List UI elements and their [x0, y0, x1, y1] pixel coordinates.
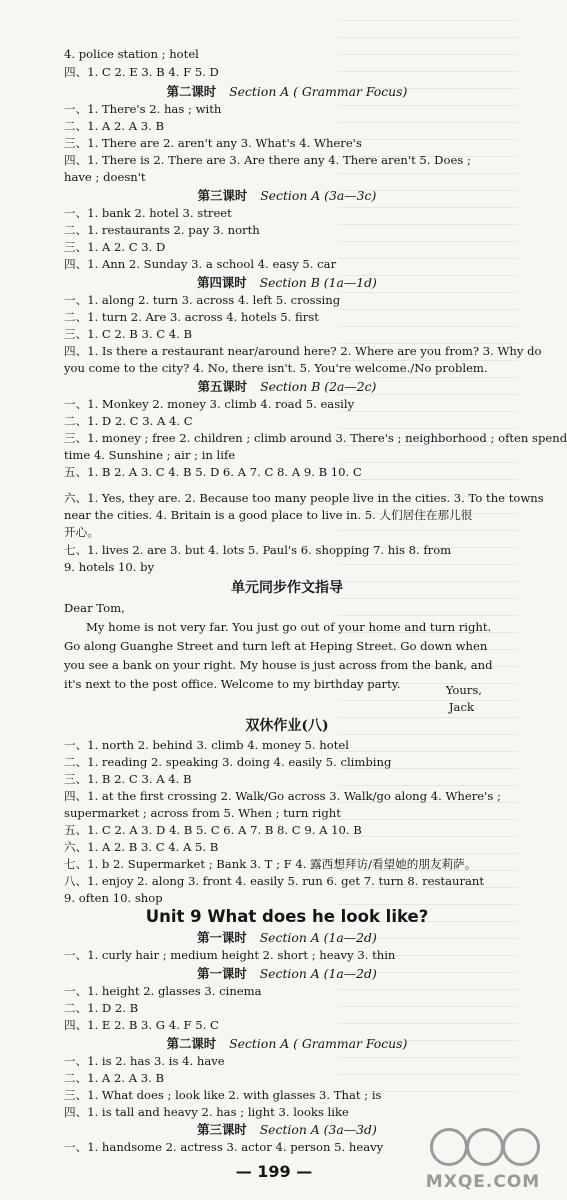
answer-line: 开心。	[64, 525, 99, 539]
section-heading: 第二课时 Section A ( Grammar Focus)	[166, 1036, 408, 1051]
answer-line: 三、1. money ; free 2. children ; climb around 3. There's ; neighborhood ; often spend	[64, 431, 567, 445]
answer-line: 一、1. north 2. behind 3. climb 4. money 5. hotel	[64, 738, 349, 752]
answer-line: 二、1. A 2. A 3. B	[64, 119, 165, 133]
answer-line: 一、1. is 2. has 3. is 4. have	[64, 1054, 225, 1068]
answer-line: 一、1. handsome 2. actress 3. actor 4. person 5. heavy	[64, 1140, 384, 1154]
answer-line: 一、1. height 2. glasses 3. cinema	[64, 984, 262, 998]
answer-line: 四、1. Ann 2. Sunday 3. a school 4. easy 5. car	[64, 257, 337, 271]
section-heading: 第三课时 Section A (3a—3d)	[197, 1122, 377, 1137]
answer-line: 四、1. at the first crossing 2. Walk/Go across 3. Walk/go along 4. Where's ;	[64, 789, 501, 803]
section-heading: 第五课时 Section B (2a—2c)	[197, 379, 377, 394]
answer-line: supermarket ; across from 5. When ; turn right	[64, 806, 341, 820]
answer-line: 二、1. turn 2. Are 3. across 4. hotels 5. first	[64, 310, 319, 324]
page-number: — 199 —	[235, 1162, 313, 1181]
answer-line: 二、1. reading 2. speaking 3. doing 4. easily 5. climbing	[64, 755, 392, 769]
section-heading: 第四课时 Section B (1a—1d)	[197, 275, 377, 290]
answer-line: 9. often 10. shop	[64, 891, 163, 905]
section-heading: 第一课时 Section A (1a—2d)	[197, 966, 377, 981]
answer-line: 二、1. D 2. B	[64, 1001, 139, 1015]
answer-line: 三、1. There are 2. aren't any 3. What's 4. Where's	[64, 136, 362, 150]
answer-line: 一、1. bank 2. hotel 3. street	[64, 206, 232, 220]
answer-line: 4. police station ; hotel	[64, 47, 199, 61]
answer-line: near the cities. 4. Britain is a good place to live in. 5. 人们居住在那儿很	[64, 508, 473, 522]
answer-line: 四、1. E 2. B 3. G 4. F 5. C	[64, 1018, 219, 1032]
answer-line: 一、1. curly hair ; medium height 2. short ; heavy 3. thin	[64, 948, 396, 962]
writing-heading: 单元同步作文指导	[231, 580, 343, 596]
answer-line: 9. hotels 10. by	[64, 560, 155, 574]
watermark-text: MXQE.COM	[425, 1172, 541, 1192]
answer-line: 四、1. There is 2. There are 3. Are there any 4. There aren't 5. Does ;	[64, 153, 471, 167]
answer-line: 二、1. A 2. A 3. B	[64, 1071, 165, 1085]
watermark-logo	[424, 1126, 542, 1192]
answer-line: 一、1. Monkey 2. money 3. climb 4. road 5. easily	[64, 397, 355, 411]
answer-line: you come to the city? 4. No, there isn't. 5. You're welcome./No problem.	[64, 361, 488, 375]
answer-line: 五、1. C 2. A 3. D 4. B 5. C 6. A 7. B 8. C 9. A 10. B	[64, 823, 362, 837]
answer-line: 五、1. B 2. A 3. C 4. B 5. D 6. A 7. C 8. A 9. B 10. C	[64, 465, 362, 479]
letter-closing: Yours,	[445, 683, 482, 697]
answer-line: 二、1. restaurants 2. pay 3. north	[64, 223, 260, 237]
answer-line: time 4. Sunshine ; air ; in life	[64, 448, 236, 462]
answer-line: 三、1. B 2. C 3. A 4. B	[64, 772, 192, 786]
section-heading: 第三课时 Section A (3a—3c)	[197, 188, 377, 203]
answer-line: 六、1. Yes, they are. 2. Because too many people live in the cities. 3. To the towns	[64, 491, 544, 505]
section-heading: 第二课时 Section A ( Grammar Focus)	[166, 84, 408, 99]
answer-line: 八、1. enjoy 2. along 3. front 4. easily 5. run 6. get 7. turn 8. restaurant	[64, 874, 485, 888]
section-heading: 第一课时 Section A (1a—2d)	[197, 930, 377, 945]
answer-line: 三、1. A 2. C 3. D	[64, 240, 166, 254]
answer-line: have ; doesn't	[64, 170, 146, 184]
weekend-homework-heading: 双休作业(八)	[245, 718, 329, 734]
answer-line: 四、1. is tall and heavy 2. has ; light 3. looks like	[64, 1105, 349, 1119]
answer-line: 七、1. b 2. Supermarket ; Bank 3. T ; F 4. 露西想拜访/看望她的朋友莉萨。	[64, 857, 477, 871]
letter-salutation: Dear Tom,	[64, 601, 125, 615]
letter-body: My home is not very far. You just go out of your home and turn right. Go along Guanghe Street and turn left at Heping Street. Go down when you see a bank on your right. My house is just across from the bank, and it's next to the post office. Welcome to my birthday party.	[64, 620, 493, 691]
answer-line: 七、1. lives 2. are 3. but 4. lots 5. Paul's 6. shopping 7. his 8. from	[64, 543, 452, 557]
answer-line: 四、1. Is there a restaurant near/around here? 2. Where are you from? 3. Why do	[64, 344, 542, 358]
answer-line: 四、1. C 2. E 3. B 4. F 5. D	[64, 65, 219, 79]
answer-line: 三、1. What does ; look like 2. with glasses 3. That ; is	[64, 1088, 382, 1102]
unit-title: Unit 9 What does he look like?	[145, 907, 429, 926]
letter-signature: Jack	[448, 700, 474, 714]
answer-line: 一、1. There's 2. has ; with	[64, 102, 222, 116]
answer-line: 六、1. A 2. B 3. C 4. A 5. B	[64, 840, 219, 854]
answer-line: 一、1. along 2. turn 3. across 4. left 5. crossing	[64, 293, 341, 307]
answer-line: 三、1. C 2. B 3. C 4. B	[64, 327, 193, 341]
answer-line: 二、1. D 2. C 3. A 4. C	[64, 414, 193, 428]
